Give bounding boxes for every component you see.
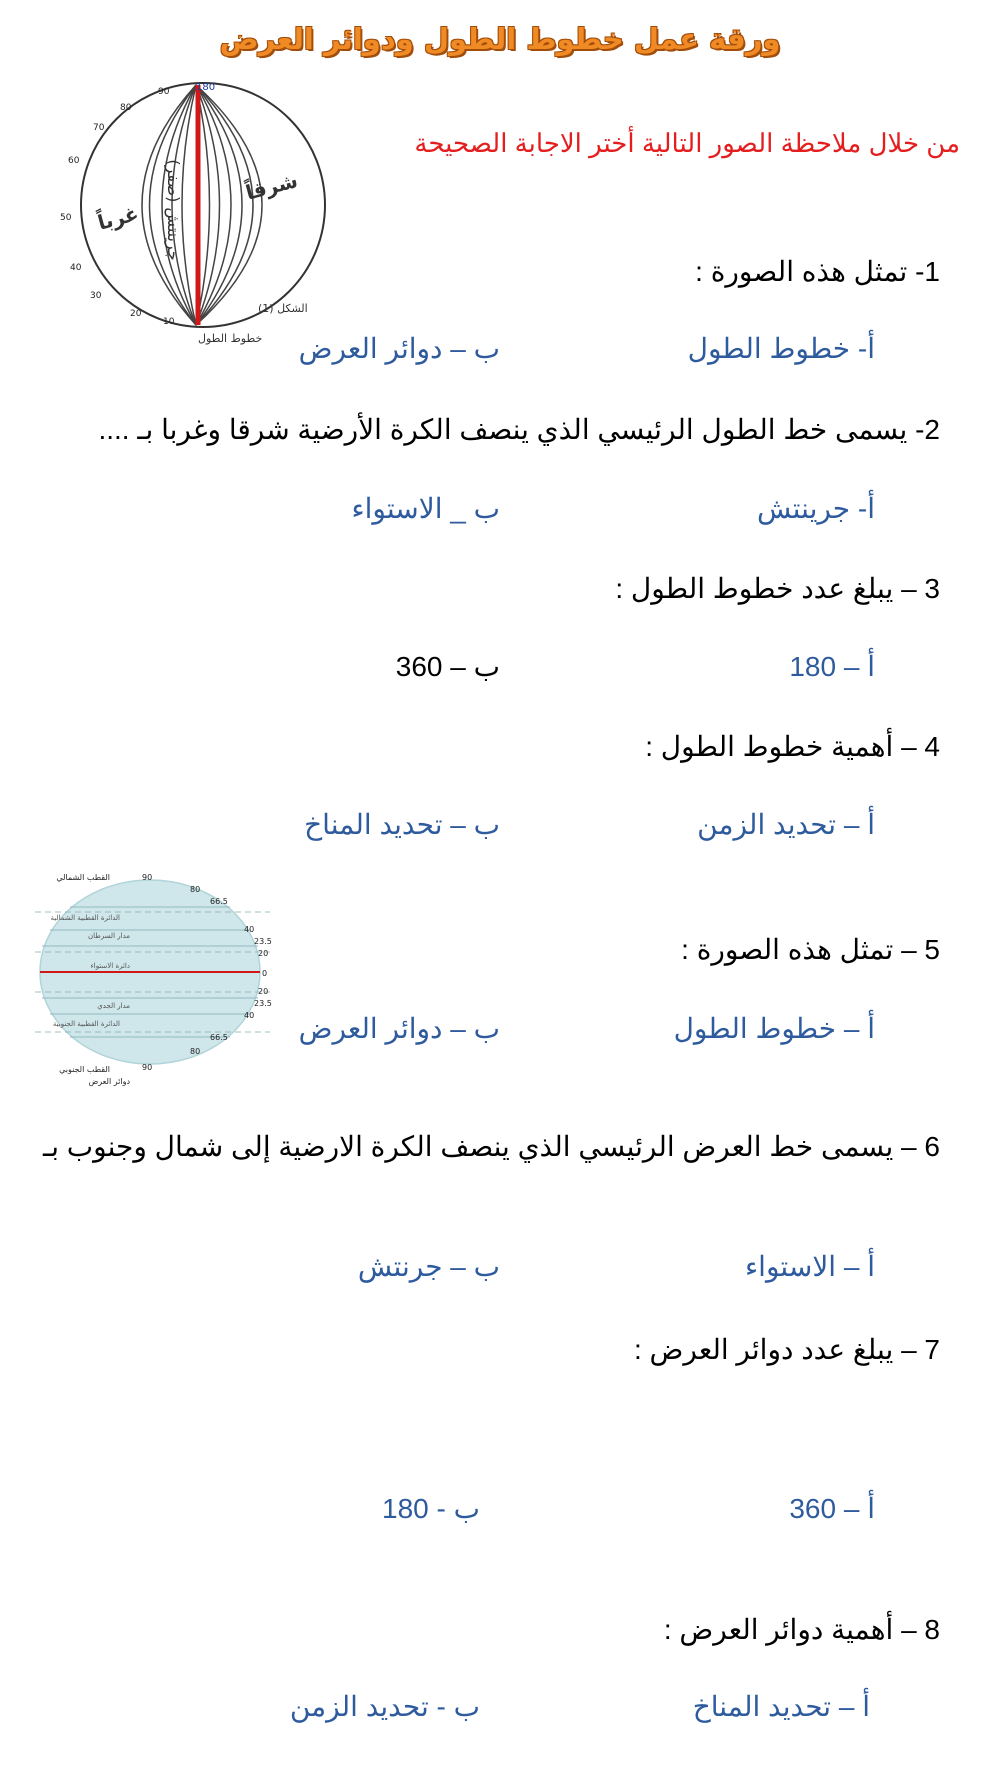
q1-option-a[interactable]: أ- خطوط الطول <box>687 333 875 364</box>
question-2: 2- يسمى خط الطول الرئيسي الذي ينصف الكرة الأرضية شرقا وغربا بـ .... <box>98 414 940 445</box>
capricorn-label: مدار الجدي <box>97 1002 130 1010</box>
meridians-globe-image <box>48 80 358 360</box>
west-label: غرباً <box>95 201 142 235</box>
tick-label: 50 <box>60 213 72 223</box>
tick-label: 60 <box>68 156 80 166</box>
tick-label: 20 <box>258 987 269 996</box>
tick-label: 180 <box>196 82 216 93</box>
figure-label: الشكل (1) <box>258 302 308 315</box>
tick-label: 0 <box>262 969 268 978</box>
q6-option-a[interactable]: أ – الاستواء <box>745 1251 875 1282</box>
east-label: شرقاً <box>243 168 301 205</box>
worksheet-title: ورقة عمل خطوط الطول ودوائر العرض <box>219 22 781 56</box>
greenwich-label: جرينتش (صفر) <box>164 159 183 261</box>
tick-label: 23.5 <box>254 999 272 1008</box>
south-pole-label: القطب الجنوبي <box>59 1065 110 1074</box>
q5-option-b[interactable]: ب – دوائر العرض <box>298 1013 500 1044</box>
tick-label: 20 <box>258 949 269 958</box>
tick-label: 40 <box>244 925 255 934</box>
instruction-text: من خلال ملاحظة الصور التالية أختر الاجابة الصحيحة <box>414 128 960 158</box>
q3-option-b[interactable]: ب – 360 <box>395 651 500 682</box>
tick-label: 80 <box>190 1047 201 1056</box>
question-6: 6 – يسمى خط العرض الرئيسي الذي ينصف الكرة الارضية إلى شمال وجنوب بـ <box>42 1131 940 1162</box>
question-7: 7 – يبلغ عدد دوائر العرض : <box>633 1334 940 1365</box>
tick-label: 40 <box>70 263 82 273</box>
antarctic-label: الدائرة القطبية الجنوبية <box>52 1020 120 1028</box>
globe2-caption: دوائر العرض <box>88 1077 130 1086</box>
cancer-label: مدار السرطان <box>87 932 130 940</box>
tick-label: 23.5 <box>254 937 272 946</box>
tick-label: 90 <box>142 1063 153 1072</box>
q7-option-b[interactable]: ب - 180 <box>382 1493 480 1524</box>
q3-option-a[interactable]: أ – 180 <box>789 651 875 682</box>
q5-option-a[interactable]: أ – خطوط الطول <box>673 1013 875 1044</box>
latitudes-globe-image <box>30 872 280 1092</box>
q4-option-a[interactable]: أ – تحديد الزمن <box>697 809 875 840</box>
tick-label: 40 <box>244 1011 255 1020</box>
tick-label: 66.5 <box>210 1033 228 1042</box>
tick-label: 70 <box>93 123 105 133</box>
globe1-caption: خطوط الطول <box>198 332 263 345</box>
q7-option-a[interactable]: أ – 360 <box>789 1493 875 1524</box>
tick-label: 90 <box>158 87 170 97</box>
equator-label: دائرة الاستواء <box>90 962 130 970</box>
q2-option-a[interactable]: أ- جرينتش <box>756 493 875 524</box>
question-1: 1- تمثل هذه الصورة : <box>695 256 940 287</box>
q8-option-b[interactable]: ب - تحديد الزمن <box>289 1691 480 1722</box>
tick-label: 80 <box>120 103 132 113</box>
q4-option-b[interactable]: ب – تحديد المناخ <box>304 809 500 840</box>
question-5: 5 – تمثل هذه الصورة : <box>681 934 940 965</box>
tick-label: 30 <box>90 291 102 301</box>
q2-option-b[interactable]: ب _ الاستواء <box>351 493 500 524</box>
tick-label: 80 <box>190 885 201 894</box>
question-4: 4 – أهمية خطوط الطول : <box>645 731 940 762</box>
q8-option-a[interactable]: أ – تحديد المناخ <box>692 1691 870 1722</box>
tick-label: 66.5 <box>210 897 228 906</box>
north-pole-label: القطب الشمالي <box>56 873 110 882</box>
tick-label: 90 <box>142 873 153 882</box>
tick-label: 10 <box>163 317 175 327</box>
arctic-label: الدائرة القطبية الشمالية <box>50 914 120 922</box>
question-8: 8 – أهمية دوائر العرض : <box>663 1614 940 1645</box>
question-3: 3 – يبلغ عدد خطوط الطول : <box>615 573 940 604</box>
q1-option-b[interactable]: ب – دوائر العرض <box>298 333 500 364</box>
tick-label: 20 <box>130 309 142 319</box>
q6-option-b[interactable]: ب – جرنتش <box>357 1251 500 1282</box>
